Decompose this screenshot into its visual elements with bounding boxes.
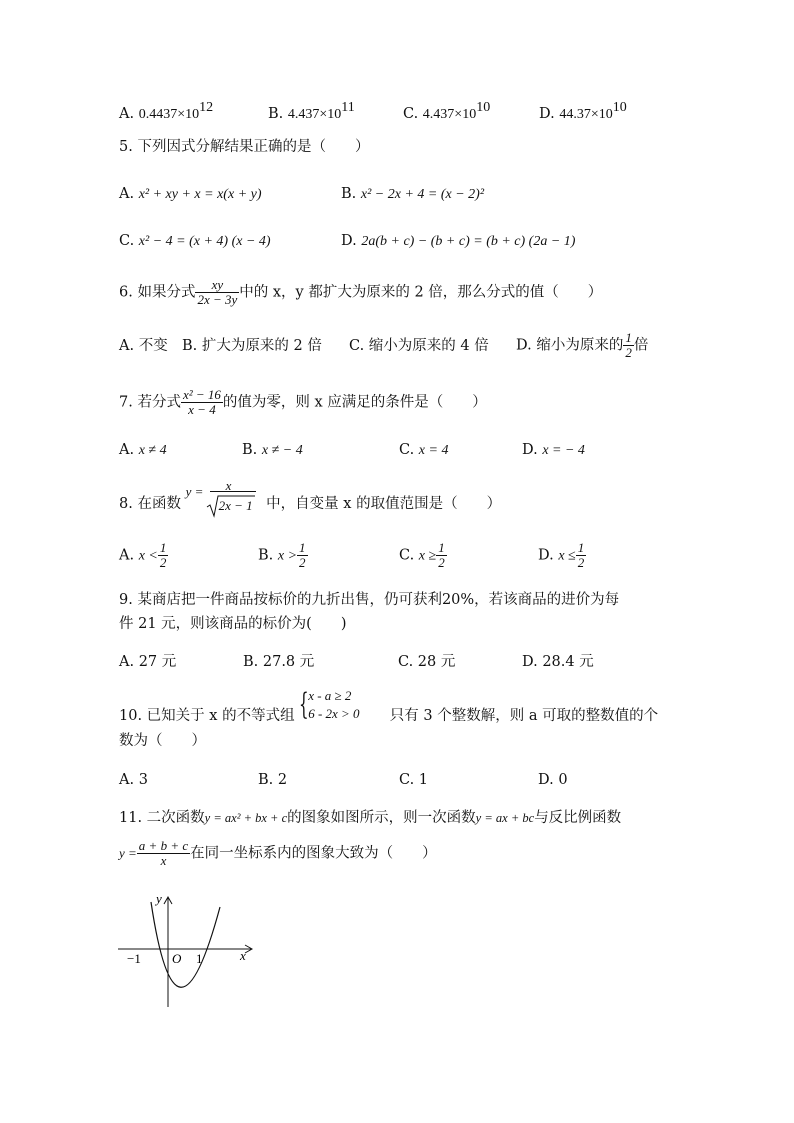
y-axis-label: y <box>156 891 162 906</box>
origin-label: O <box>172 951 182 966</box>
q5-option-b: B. x² − 2x + 4 = (x − 2)² <box>341 186 485 202</box>
q6-option-a: A. 不变 <box>119 338 168 354</box>
q9-stem-line2: 件 21 元，则该商品的标价为( ) <box>119 616 347 632</box>
q10-stem-line2: 数为（ ） <box>119 733 206 749</box>
q6-option-d: D. 缩小为原来的 $\frac{1}{2}$ 倍 <box>516 330 649 360</box>
q5-stem: 5. 下列因式分解结果正确的是（ ） <box>119 139 370 155</box>
q9-option-b: B. 27.8 元 <box>243 654 315 670</box>
q11-stem-line2: y = $\frac{a + b + c}{x}$ 在同一坐标系内的图象大致为（ ） <box>119 838 437 868</box>
q7-option-d: D. x = − 4 <box>522 442 585 458</box>
q6-stem: 6. 如果分式 $\frac{xy}{2x - 3y}$ 中的 x，y 都扩大为原来的 2 倍，那么分式的值（ ） <box>119 277 603 307</box>
q10-inequality-system: { x - a ≥ 2 6 - 2x > 0 <box>299 687 360 722</box>
q8-function: y = x 2x − 1 <box>186 478 262 522</box>
q8-option-b: B. x > $\frac{1}{2}$ <box>258 540 306 570</box>
q5-option-c: C. x² − 4 = (x + 4) (x − 4) <box>119 233 271 249</box>
q4-option-c: C. $4.437\times 10^{10}$ <box>403 100 491 122</box>
q6-fraction: $\frac{xy}{2x - 3y}$ <box>197 277 238 307</box>
q6-option-c: C. 缩小为原来的 4 倍 <box>349 338 489 354</box>
q5-option-d: D. 2a(b + c) − (b + c) = (b + c) (2a − 1) <box>341 233 576 249</box>
q10-option-a: A. 3 <box>119 772 148 788</box>
q8-option-d: D. x ≤ $\frac{1}{2}$ <box>538 540 585 570</box>
q9-option-d: D. 28.4 元 <box>522 654 594 670</box>
q9-option-c: C. 28 元 <box>398 654 456 670</box>
q9-stem-line1: 9. 某商店把一件商品按标价的九折出售，仍可获利20%，若该商品的进价为每 <box>119 592 620 608</box>
tick-label-neg-one: −1 <box>127 951 141 966</box>
q11-fraction: $\frac{a + b + c}{x}$ <box>138 838 189 868</box>
q5-option-a: A. x² + xy + x = x(x + y) <box>119 186 262 202</box>
q10-option-c: C. 1 <box>399 772 429 788</box>
parabola-figure <box>112 885 262 1015</box>
q10-option-d: D. 0 <box>538 772 568 788</box>
q9-option-a: A. 27 元 <box>119 654 177 670</box>
tick-label-one: 1 <box>196 951 203 966</box>
q7-stem: 7. 若分式 $\frac{\text{x² − 16}}{x - 4}$ 的值为零，则 x 应满足的条件是（ ） <box>119 387 487 417</box>
q4-option-a: A. $0.4437\times 10^{12}$ <box>119 100 214 122</box>
q8-stem: 8. 在函数 y = x 2x − 1 中，自变量 x 的取值范围是（ ） <box>119 480 501 526</box>
q4-option-b: B. $4.437\times 10^{11}$ <box>268 100 355 122</box>
q6-option-b: B. 扩大为原来的 2 倍 <box>182 338 322 354</box>
q7-option-a: A. x ≠ 4 <box>119 442 167 458</box>
q7-option-b: B. x ≠ − 4 <box>242 442 303 458</box>
parabola-graph <box>112 885 262 1019</box>
q4-option-d: D. $44.37\times 10^{10}$ <box>539 100 627 122</box>
q10-option-b: B. 2 <box>258 772 288 788</box>
q8-option-a: A. x < $\frac{1}{2}$ <box>119 540 167 570</box>
q7-option-c: C. x = 4 <box>399 442 449 458</box>
x-axis-label: x <box>240 948 246 963</box>
q8-option-c: C. x ≥ $\frac{1}{2}$ <box>399 540 445 570</box>
parabola-curve <box>151 902 220 987</box>
q7-fraction: $\frac{\text{x² − 16}}{x - 4}$ <box>182 387 221 417</box>
q10-stem: 10. 已知关于 x 的不等式组 { x - a ≥ 2 6 - 2x > 0 只有 3 个整数解，则 a 可取的整数值的个 <box>119 687 659 724</box>
q11-stem-line1: 11. 二次函数y = ax² + bx + c的图象如图所示，则一次函数y = ax + bc与反比例函数 <box>119 810 622 826</box>
